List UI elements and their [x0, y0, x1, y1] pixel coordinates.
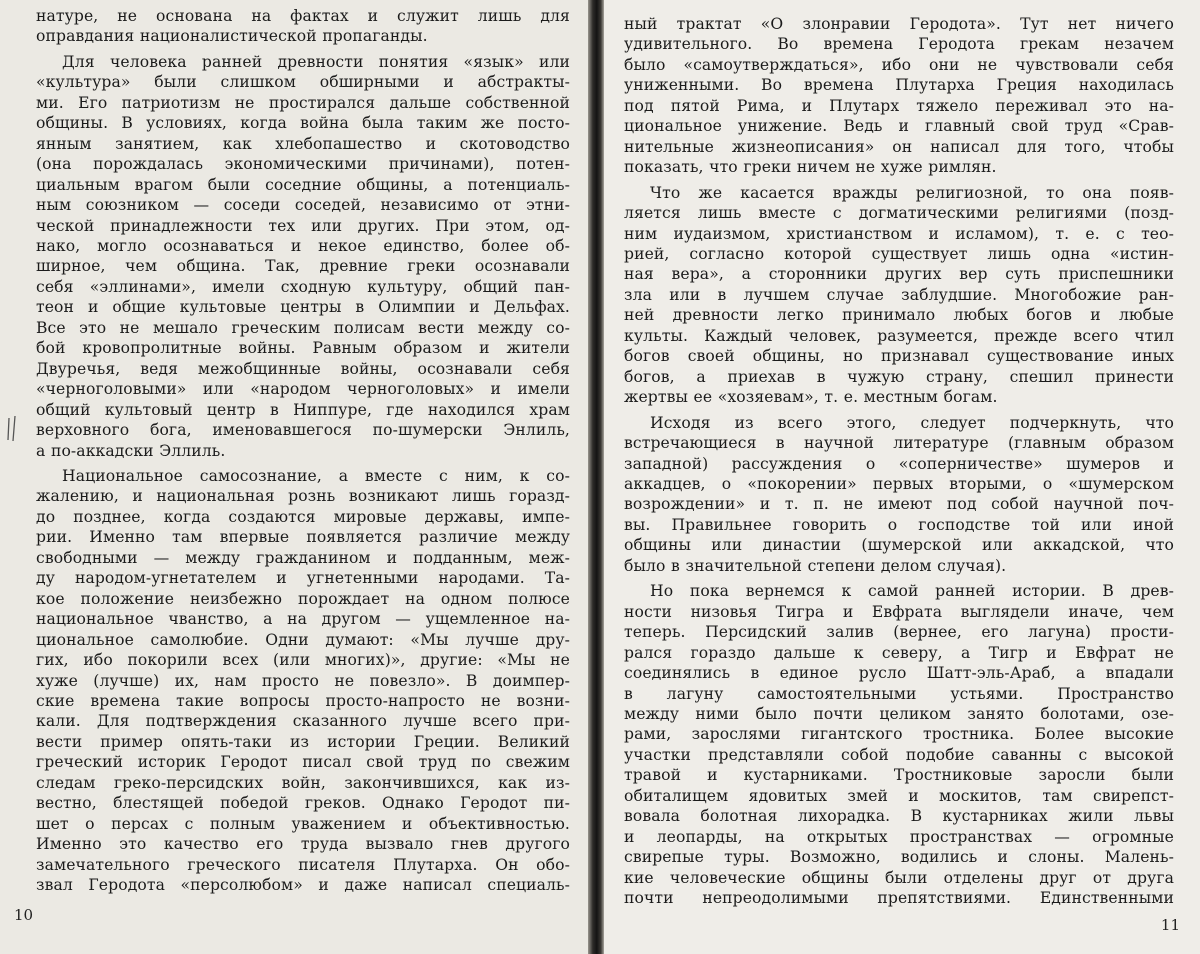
text-line: Исходя из всего этого, следует подчеркнуть, что [650, 413, 1174, 432]
text-line: Национальное самосознание, а вместе с ним, к со- [62, 466, 570, 485]
text-line: зла или в лучшем случае заблудшие. Многобожие ран- [624, 285, 1174, 304]
left-page-number: 10 [14, 906, 34, 924]
text-line: встречающиеся в научной литературе (главным образом [624, 434, 1174, 453]
text-line: ляется лишь вместе с догматическими религиями (позд- [624, 204, 1174, 223]
text-line: звал Геродота «персолюбом» и даже написал специаль- [36, 876, 570, 895]
text-line: богов, а приехав в чужую страну, спешил принести [624, 367, 1174, 386]
text-line: под пятой Рима, и Плутарх тяжело переживал это на- [624, 96, 1174, 115]
text-line: общины. В условиях, когда война была таким же посто- [36, 114, 570, 133]
margin-pencil-mark [4, 414, 26, 444]
text-line: ней древности легко принимало любых богов и любые [624, 306, 1174, 325]
text-line: между ними было почти целиком занято болотами, озе- [624, 704, 1174, 723]
text-line: ности низовья Тигра и Евфрата выглядели иначе, чем [624, 602, 1174, 621]
text-line: греческий историк Геродот писал свой труд по свежим [36, 753, 570, 772]
text-line: почти непреодолимыми препятствиями. Единственными [624, 889, 1174, 908]
text-line: верховного бога, именовавшегося по-шумерски Энлиль, [36, 421, 570, 440]
text-line: травой и кустарниками. Тростниковые заросли были [624, 766, 1174, 785]
text-line: возрождении» и т. п. не имеют под собой научной поч- [624, 495, 1174, 514]
text-line: рии. Именно там впервые появляется различие между [36, 528, 570, 547]
text-line: Но пока вернемся к самой ранней истории. В древ- [650, 582, 1174, 601]
text-line: шет о персах с полным уважением и объективностью. [36, 814, 570, 833]
text-line: Что же касается вражды религиозной, то она появ- [650, 183, 1174, 202]
text-line: кали. Для подтверждения сказанного лучше всего при- [36, 712, 570, 731]
text-line: «черноголовыми» или «народом черноголовых» и имели [36, 380, 570, 399]
text-line: кое положение неизбежно порождает на одном полюсе [36, 589, 570, 608]
left-page-text [36, 6, 570, 895]
left-page [0, 0, 588, 954]
text-line: вестно, блестящей победой греков. Однако Геродот пи- [36, 794, 570, 813]
text-line: оправдания националистической пропаганды. [36, 27, 428, 46]
text-line: униженными. Во времена Плутарха Греция находилась [624, 76, 1174, 95]
text-line: свободными — между гражданином и подданным, меж- [36, 548, 570, 567]
right-page [604, 0, 1200, 954]
text-line: богов своей общины, но признавал существование иных [624, 347, 1174, 366]
text-line: гих, ибо покорили всех (или многих)», другие: «Мы не [36, 651, 570, 670]
text-line: нительные жизнеописания» он написал для того, чтобы [624, 137, 1174, 156]
text-line: ческой принадлежности тех или других. При этом, од- [36, 216, 570, 235]
text-line: Двуречья, ведя межобщинные войны, осознавали себя [36, 359, 570, 378]
text-line: участки представляли собой подобие саванны с высокой [624, 745, 1174, 764]
book-gutter [588, 0, 604, 954]
text-line: следам греко-персидских войн, закончившихся, как из- [36, 773, 570, 792]
right-page-number: 11 [1160, 916, 1180, 934]
text-line: «культура» были слишком обширными и абстракты- [36, 73, 570, 92]
text-line: западной) рассуждения о «соперничестве» шумеров и [624, 454, 1174, 473]
text-line: Для человека ранней древности понятия «язык» или [62, 52, 570, 71]
text-line: соединялись в единое русло Шатт-эль-Араб, а впадали [624, 664, 1174, 683]
text-line: национальное чванство, а на другом — ущемленное на- [36, 610, 570, 629]
text-line: себя «эллинами», имели сходную культуру, общий пан- [36, 277, 570, 296]
text-line: вы. Правильнее говорить о господстве той или иной [624, 515, 1174, 534]
text-line: в лагуну самостоятельными устьями. Пространство [624, 684, 1174, 703]
text-line: натуре, не основана на фактах и служит лишь для [36, 7, 570, 25]
text-line: янным занятием, как хлебопашество и скотоводство [36, 134, 570, 153]
text-line: общий культовый центр в Ниппуре, где находился храм [36, 400, 570, 419]
text-line: и леопарды, на открытых пространствах — огромные [624, 827, 1174, 846]
text-line: теперь. Персидский залив (вернее, его лагуна) прости- [624, 623, 1174, 642]
text-line: бой кровопролитные войны. Равным образом и жители [36, 339, 570, 358]
text-line: рией, согласно которой существует лишь одна «истин- [624, 244, 1174, 263]
text-line: циональное унижение. Ведь и главный свой труд «Срав- [624, 117, 1174, 136]
pencil-mark-icon [4, 414, 26, 444]
text-line: удивительного. Во времена Геродота грекам незачем [624, 35, 1174, 54]
text-line: ду народом-угнетателем и угнетенными народами. Та- [36, 569, 570, 588]
text-line: ным союзником — соседи соседей, независимо от этни- [36, 196, 570, 215]
text-line: было «самоутверждаться», ибо они не чувствовали себя [624, 55, 1174, 74]
text-line: вести пример опять-таки из истории Греции. Великий [36, 732, 570, 751]
text-line: (она порождалась экономическими причинами), потен- [36, 155, 570, 174]
text-line: ный трактат «О злонравии Геродота». Тут нет ничего [624, 15, 1174, 33]
text-line: жертвы ее «хозяевам», т. е. местным богам. [624, 388, 998, 407]
text-line: ские времена такие вопросы просто-напросто не возни- [36, 691, 570, 710]
text-line: ная вера», а сторонники других вер суть приспешники [624, 265, 1174, 284]
right-page-text [624, 14, 1174, 908]
text-line: до позднее, когда создаются мировые державы, импе- [36, 507, 570, 526]
text-line: рался гораздо дальше к северу, а Тигр и Евфрат не [624, 643, 1174, 662]
text-line: свирепые туры. Возможно, водились и слоны. Малень- [624, 848, 1174, 867]
text-line: Именно это качество его труда вызвало гнев другого [36, 835, 570, 854]
text-line: хуже (лучше) их, нам просто не повезло». В доимпер- [36, 671, 570, 690]
text-line: ним иудаизмом, христианством и исламом), т. е. с тео- [624, 224, 1174, 243]
text-line: циальным врагом были соседние общины, а потенциаль- [36, 175, 570, 194]
text-line: общины или династии (шумерской или аккадской, что [624, 536, 1174, 555]
text-line: рами, зарослями гигантского тростника. Более высокие [624, 725, 1174, 744]
text-line: Все это не мешало греческим полисам вести между со- [36, 318, 570, 337]
text-line: замечательного греческого писателя Плутарха. Он обо- [36, 855, 570, 874]
text-line: обиталищем ядовитых змей и москитов, там свирепст- [624, 786, 1174, 805]
text-line: культы. Каждый человек, разумеется, прежде всего чтил [624, 326, 1174, 345]
text-line: ширное, чем община. Так, древние греки осознавали [36, 257, 570, 276]
text-line: а по-аккадски Эллиль. [36, 441, 226, 460]
text-line: ми. Его патриотизм не простирался дальше собственной [36, 93, 570, 112]
text-line: аккадцев, о «покорении» первых вторыми, о «шумерском [624, 474, 1174, 493]
text-line: нако, могло осознаваться и некое единство, более об- [36, 236, 570, 255]
text-line: жалению, и национальная рознь возникают лишь горазд- [36, 487, 570, 506]
text-line: вовала болотная лихорадка. В кустарниках жили львы [624, 807, 1174, 826]
text-line: циональное самолюбие. Одни думают: «Мы лучше дру- [36, 630, 570, 649]
text-line: кие человеческие общины были отделены друг от друга [624, 868, 1174, 887]
text-line: было в значительной степени делом случая). [624, 556, 1007, 575]
text-line: теон и общие культовые центры в Олимпии и Дельфах. [36, 298, 570, 317]
text-line: показать, что греки ничем не хуже римлян. [624, 158, 997, 177]
